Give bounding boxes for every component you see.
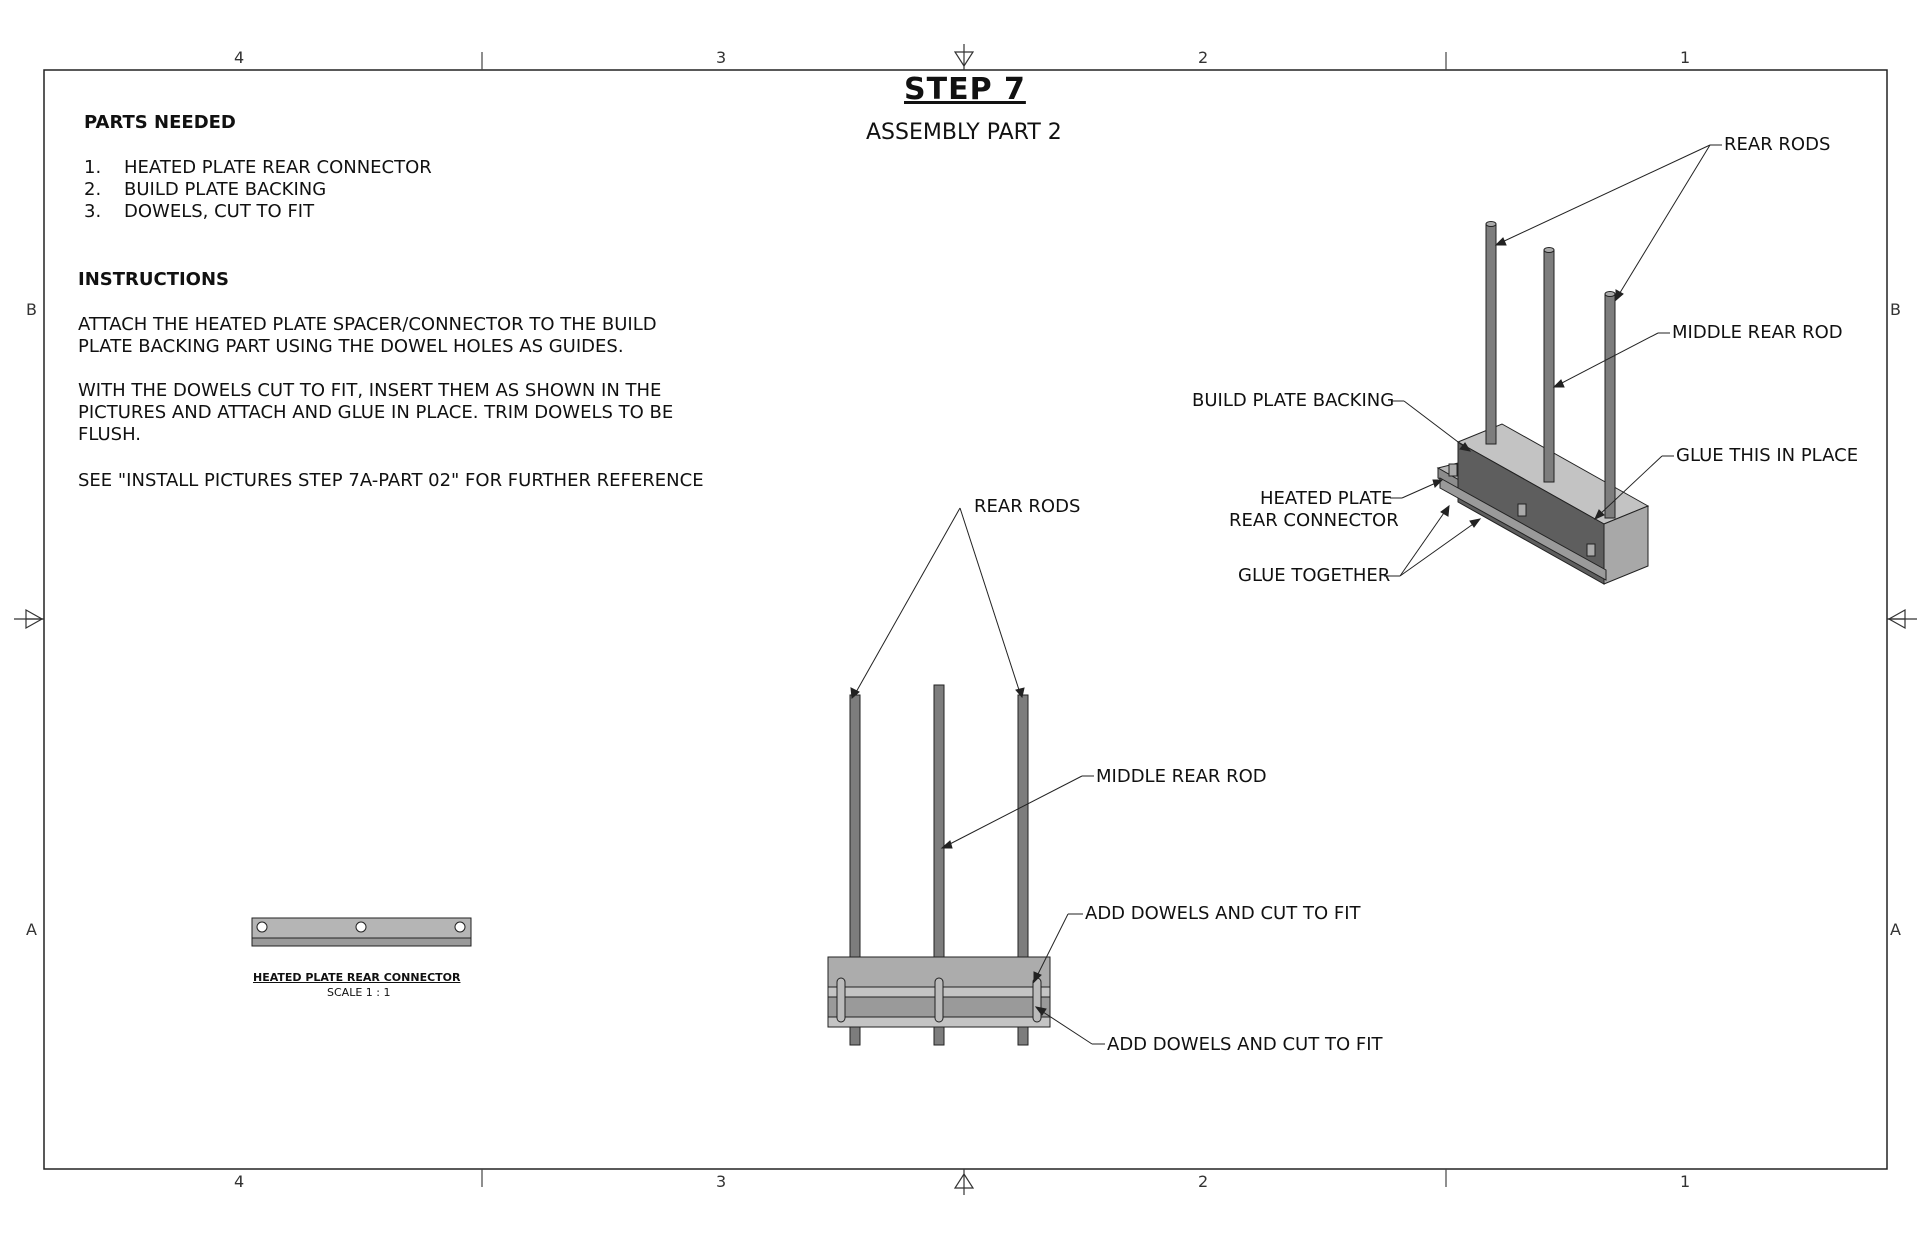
iso-callout-heated-plate-line2: REAR CONNECTOR — [1229, 510, 1399, 531]
parts-list-item — [84, 201, 314, 223]
zone-col-4-top: 4 — [234, 48, 245, 67]
parts-item-label: DOWELS, CUT TO FIT — [124, 201, 315, 222]
instruction-paragraph: WITH THE DOWELS CUT TO FIT, INSERT THEM AS SHOWN IN THE PICTURES AND ATTACH AND GLUE IN PLACE. TRIM DOWELS TO BE FLUSH. — [78, 380, 674, 445]
parts-item-number: 2. — [84, 179, 102, 200]
iso-rear-rod-left — [1486, 224, 1496, 444]
iso-callout-glue-in-place: GLUE THIS IN PLACE — [1676, 445, 1859, 466]
instruction-paragraph: SEE "INSTALL PICTURES STEP 7A-PART 02" FOR FURTHER REFERENCE — [78, 470, 704, 491]
zone-col-3-top: 3 — [716, 48, 727, 67]
iso-callout-rear-rods: REAR RODS — [1724, 134, 1831, 155]
iso-rear-rod-right — [1605, 294, 1615, 518]
detail-view-scale: SCALE 1 : 1 — [327, 986, 391, 999]
zone-col-1-bottom: 1 — [1680, 1172, 1691, 1191]
parts-item-label: HEATED PLATE REAR CONNECTOR — [124, 157, 432, 178]
iso-view-assembly — [1438, 222, 1648, 585]
front-callout-add-dowels-lower: ADD DOWELS AND CUT TO FIT — [1107, 1034, 1383, 1055]
iso-callout-build-plate-backing: BUILD PLATE BACKING — [1192, 390, 1395, 411]
zone-row-a-left: A — [26, 920, 37, 939]
zone-col-2-bottom: 2 — [1198, 1172, 1209, 1191]
zone-row-a-right: A — [1890, 920, 1901, 939]
parts-list-item — [84, 179, 326, 201]
assembly-subtitle: ASSEMBLY PART 2 — [866, 120, 1062, 145]
zone-col-2-top: 2 — [1198, 48, 1209, 67]
zone-row-b-right: B — [1890, 300, 1901, 319]
parts-item-label: BUILD PLATE BACKING — [124, 179, 327, 200]
parts-heading: PARTS NEEDED — [84, 112, 236, 133]
instructions-heading: INSTRUCTIONS — [78, 269, 229, 290]
zone-col-3-bottom: 3 — [716, 1172, 727, 1191]
front-callout-rear-rods: REAR RODS — [974, 496, 1081, 517]
zone-col-4-bottom: 4 — [234, 1172, 245, 1191]
step-title: STEP 7 — [904, 72, 1026, 107]
front-callout-middle-rear-rod: MIDDLE REAR ROD — [1096, 766, 1267, 787]
front-callout-add-dowels-upper: ADD DOWELS AND CUT TO FIT — [1085, 903, 1361, 924]
parts-list-item — [84, 157, 432, 179]
iso-callout-glue-together: GLUE TOGETHER — [1238, 565, 1391, 586]
instruction-paragraph: ATTACH THE HEATED PLATE SPACER/CONNECTOR TO THE BUILD PLATE BACKING PART USING THE DOWEL HOLES AS GUIDES. — [78, 314, 657, 357]
front-view-assembly — [828, 685, 1050, 1045]
zone-row-b-left: B — [26, 300, 37, 319]
iso-callout-middle-rear-rod: MIDDLE REAR ROD — [1672, 322, 1843, 343]
iso-callout-heated-plate-line1: HEATED PLATE — [1260, 488, 1393, 509]
detail-connector-part — [252, 918, 471, 946]
iso-middle-rear-rod — [1544, 250, 1554, 482]
parts-item-number: 1. — [84, 157, 102, 178]
zone-col-1-top: 1 — [1680, 48, 1691, 67]
detail-view-title: HEATED PLATE REAR CONNECTOR — [253, 971, 461, 984]
parts-item-number: 3. — [84, 201, 102, 222]
